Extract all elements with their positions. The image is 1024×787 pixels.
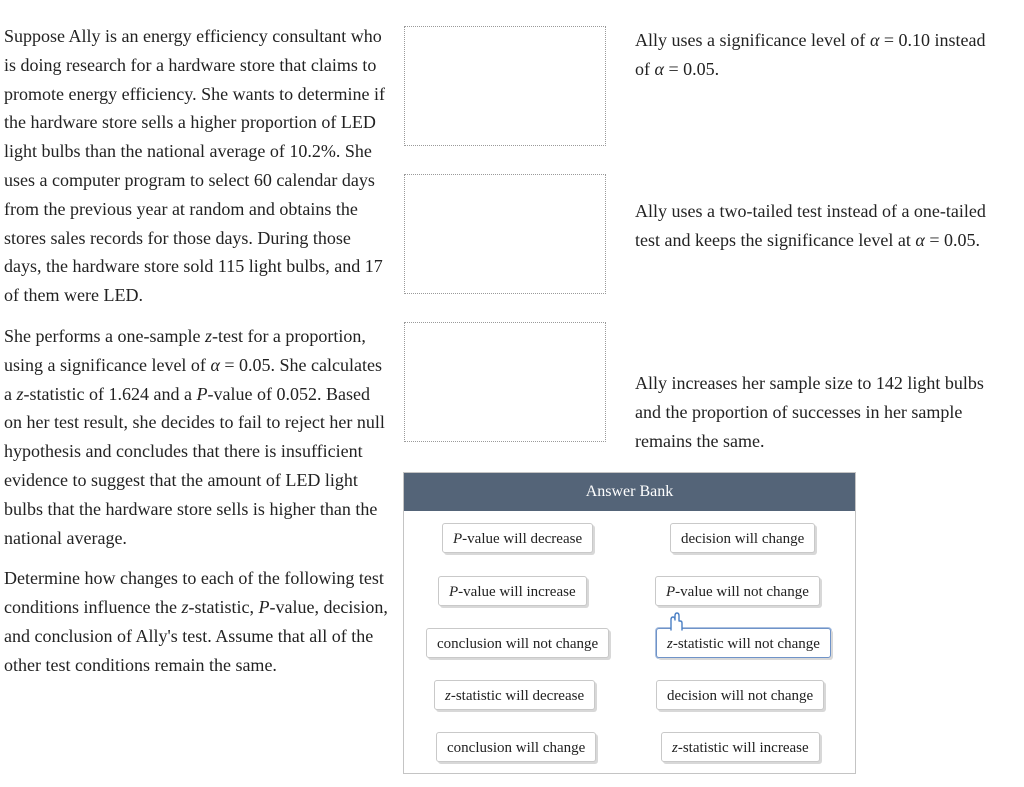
math-variable: P: [449, 584, 459, 600]
math-variable: α: [654, 58, 664, 79]
text-segment: conclusion will not change: [437, 636, 599, 652]
math-variable: P: [666, 584, 676, 600]
chip-p-value-will-increase[interactable]: [438, 576, 587, 606]
text-segment: -value of 0.052. Based on her test result, she decides to fail to reject her null hypothesis and concludes that there is insufficient evidence to suggest that the amount of LED light bulbs that the hardware store sells is higher than the national average.: [4, 383, 385, 548]
text-segment: conclusion will change: [447, 740, 586, 756]
text-segment: -value, decision, and conclusion of Ally's test. Assume that all of the other test conditions remain the same.: [4, 597, 388, 675]
text-segment: -value will not change: [675, 584, 809, 600]
chip-decision-will-not-change[interactable]: [656, 680, 824, 710]
chip-z-statistic-will-not-change[interactable]: [656, 628, 831, 658]
math-variable: α: [915, 229, 925, 250]
hand-pointer-icon: [664, 611, 684, 631]
problem-statement: [4, 22, 389, 692]
text-segment: -statistic,: [188, 597, 259, 618]
math-variable: z: [672, 740, 678, 756]
text-segment: -statistic will increase: [677, 740, 809, 756]
text-segment: She performs a one-sample: [4, 325, 205, 346]
answer-bank: [403, 472, 856, 774]
text-segment: = 0.05. She calculates a: [4, 354, 382, 404]
drop-target-1[interactable]: [404, 26, 606, 146]
text-segment: decision will not change: [667, 688, 814, 704]
text-segment: Ally increases her sample size to 142 light bulbs and the proportion of successes in her sample remains the same.: [635, 373, 984, 451]
math-variable: z: [16, 383, 24, 404]
chip-z-statistic-will-decrease[interactable]: [434, 680, 595, 710]
text-segment: -value will increase: [458, 584, 576, 600]
chip-decision-will-change[interactable]: [670, 523, 815, 553]
text-segment: = 0.05.: [663, 58, 720, 79]
problem-paragraph: [4, 22, 389, 310]
chip-z-statistic-will-increase[interactable]: [661, 732, 820, 762]
math-variable: P: [196, 383, 208, 404]
text-segment: Ally uses a two-tailed test instead of a one-tailed test and keeps the significance level at: [635, 201, 986, 250]
problem-paragraph: [4, 322, 389, 552]
text-segment: -statistic of 1.624 and a: [23, 383, 197, 404]
text-segment: = 0.10 instead of: [635, 30, 986, 79]
text-segment: -statistic will not change: [672, 636, 820, 652]
math-variable: P: [453, 531, 463, 547]
chip-p-value-will-not-change[interactable]: [655, 576, 820, 606]
text-segment: -value will decrease: [462, 531, 583, 547]
chip-conclusion-will-not-change[interactable]: [426, 628, 609, 658]
chip-conclusion-will-change[interactable]: [436, 732, 596, 762]
scenario-label-1: [635, 26, 1005, 84]
problem-paragraph: [4, 564, 389, 679]
text-segment: -test for a proportion, using a significance level of: [4, 325, 366, 375]
text-segment: decision will change: [681, 531, 805, 547]
math-variable: z: [181, 597, 189, 618]
math-variable: z: [445, 688, 451, 704]
drop-target-3[interactable]: [404, 322, 606, 442]
math-variable: P: [258, 597, 270, 618]
scenario-label-3: [635, 369, 1005, 455]
text-segment: = 0.05.: [924, 229, 980, 250]
text-segment: Determine how changes to each of the following test conditions influence the: [4, 568, 384, 618]
drop-target-2[interactable]: [404, 174, 606, 294]
math-variable: z: [667, 636, 673, 652]
text-segment: -statistic will decrease: [450, 688, 585, 704]
math-variable: z: [204, 325, 212, 346]
math-variable: α: [869, 30, 880, 50]
scenario-label-2: [635, 197, 1005, 255]
answer-bank-title: Answer Bank: [404, 473, 855, 511]
text-segment: Suppose Ally is an energy efficiency consultant who is doing research for a hardware store that claims to promote energy efficiency. She wants to determine if the hardware store sells a higher proportion of LED light bulbs than the national average of 10.2%. She uses a computer program to select 60 calendar days from the previous year at random and obtains the stores sales records for those days. During those days, the hardware store sold 115 light bulbs, and 17 of them were LED.: [4, 26, 386, 306]
chip-p-value-will-decrease[interactable]: [442, 523, 593, 553]
text-segment: Ally uses a significance level of: [635, 30, 870, 50]
math-variable: α: [210, 354, 220, 375]
